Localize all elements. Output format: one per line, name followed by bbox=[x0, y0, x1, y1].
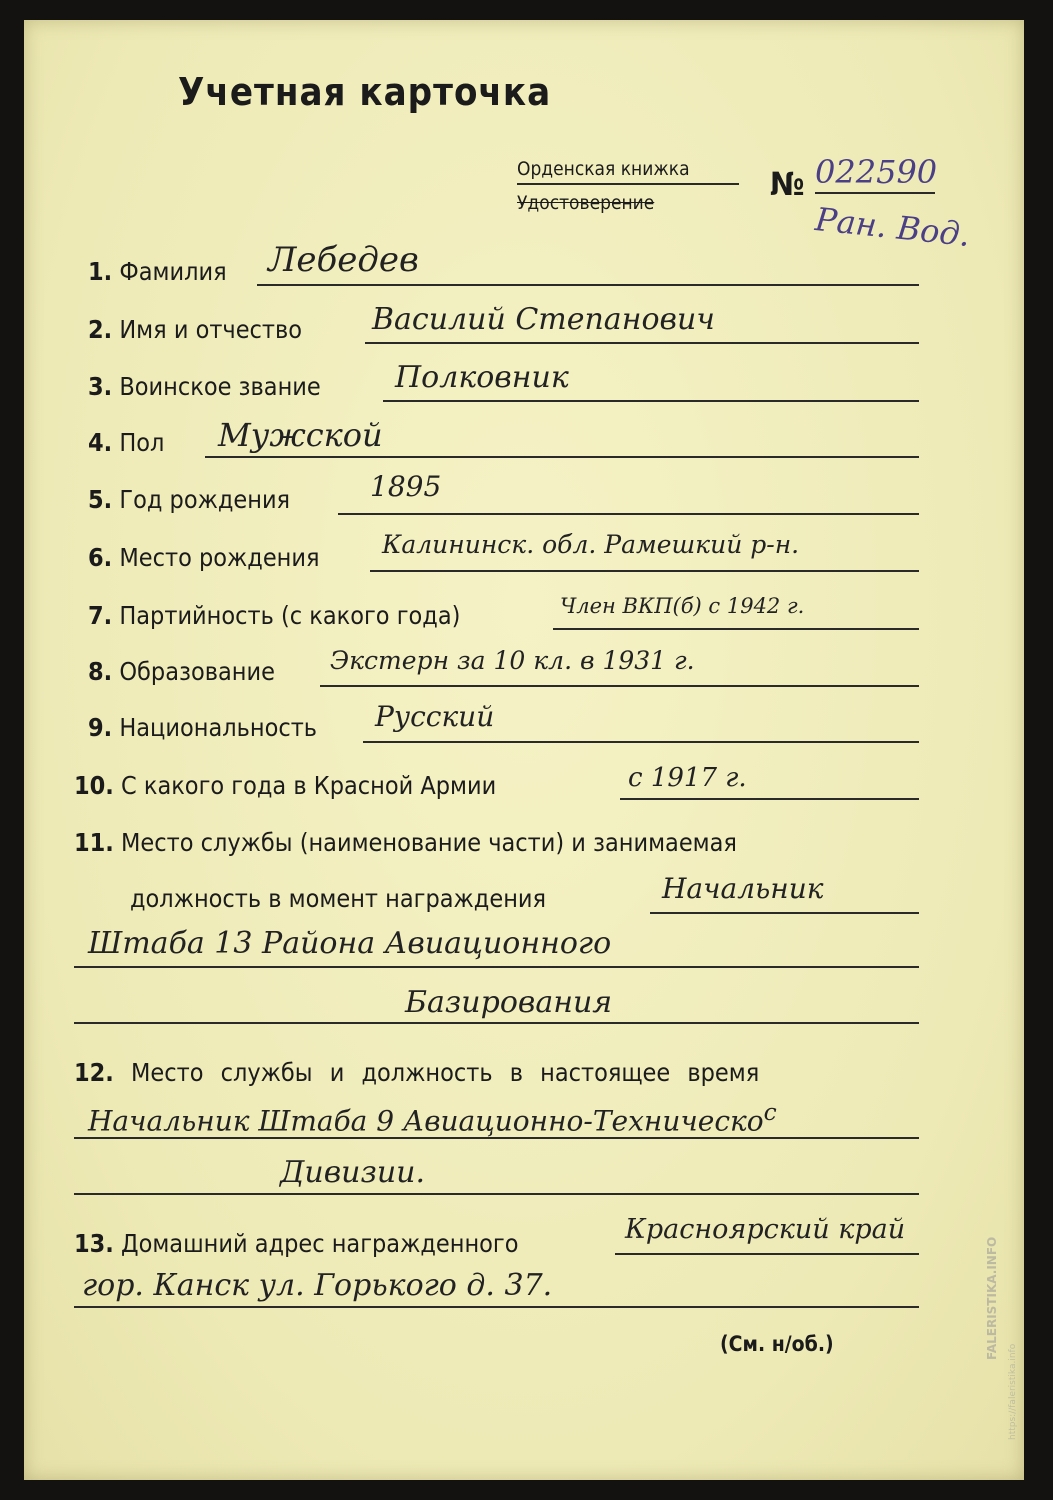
number-label: № bbox=[770, 165, 805, 203]
number-rule bbox=[815, 192, 935, 194]
field-11-rule-2 bbox=[74, 966, 919, 968]
book-type: Орденская книжка bbox=[517, 158, 690, 180]
watermark-side-small: https://faleristika.info bbox=[1008, 1343, 1018, 1440]
field-12-label: 12. Место службы и должность в настоящее время bbox=[74, 1058, 760, 1087]
field-4-value: Мужской bbox=[218, 416, 383, 454]
watermark-side: FALERISTIKA.INFO bbox=[985, 1236, 999, 1360]
field-9-label: 9. Национальность bbox=[88, 713, 318, 742]
field-3-rule bbox=[383, 400, 919, 402]
field-1-rule bbox=[257, 284, 919, 286]
field-11-rule-1 bbox=[650, 912, 919, 914]
field-13-rule-1 bbox=[615, 1253, 919, 1255]
field-8-label: 8. Образование bbox=[88, 657, 275, 686]
field-5-rule bbox=[338, 513, 919, 515]
field-4-label: 4. Пол bbox=[88, 428, 165, 457]
field-11-rule-3 bbox=[74, 1022, 919, 1024]
see-back-note: (См. н/об.) bbox=[720, 1332, 834, 1356]
field-1-value: Лебедев bbox=[268, 240, 419, 280]
field-6-label: 6. Место рождения bbox=[88, 543, 320, 572]
field-4-rule bbox=[205, 456, 919, 458]
field-10-rule bbox=[620, 798, 919, 800]
number-note: Ран. Вод. bbox=[813, 199, 972, 255]
number-value: 022590 bbox=[815, 153, 938, 191]
field-5-value: 1895 bbox=[370, 470, 442, 503]
field-11-value-line1: Начальник bbox=[662, 872, 824, 905]
field-13-rule-2 bbox=[74, 1306, 919, 1308]
book-type-rule bbox=[517, 183, 739, 185]
field-11-value-line3: Базирования bbox=[405, 985, 613, 1020]
field-2-rule bbox=[365, 342, 919, 344]
field-12-rule-1 bbox=[74, 1137, 919, 1139]
field-3-value: Полковник bbox=[395, 360, 569, 395]
field-12-value-line2: Дивизии. bbox=[280, 1155, 426, 1190]
field-12-value-sup: с bbox=[763, 1098, 777, 1126]
field-1-label: 1. Фамилия bbox=[88, 257, 227, 286]
field-5-label: 5. Год рождения bbox=[88, 485, 291, 514]
field-10-value: с 1917 г. bbox=[628, 763, 747, 793]
field-7-label: 7. Партийность (с какого года) bbox=[88, 601, 461, 630]
field-11-label-line1: 11. Место службы (наименование части) и занимаемая bbox=[74, 828, 737, 857]
field-8-rule bbox=[320, 685, 919, 687]
field-11-value-line2: Штаба 13 Района Авиационного bbox=[88, 926, 612, 961]
field-9-rule bbox=[363, 741, 919, 743]
field-7-value: Член ВКП(б) с 1942 г. bbox=[560, 594, 805, 618]
field-6-value: Калининск. обл. Рамешкий р-н. bbox=[382, 530, 800, 559]
field-13-value-line1: Красноярский край bbox=[625, 1214, 906, 1245]
field-11-label-line2: должность в момент награждения bbox=[130, 884, 547, 913]
field-3-label: 3. Воинское звание bbox=[88, 372, 321, 401]
field-7-rule bbox=[553, 628, 919, 630]
field-12-rule-2 bbox=[74, 1193, 919, 1195]
field-2-label: 2. Имя и отчество bbox=[88, 315, 303, 344]
book-type-struck: Удостоверение bbox=[517, 192, 655, 214]
field-13-label: 13. Домашний адрес награжденного bbox=[74, 1229, 519, 1258]
card-title: Учетная карточка bbox=[178, 70, 552, 114]
field-6-rule bbox=[370, 570, 919, 572]
field-10-label: 10. С какого года в Красной Армии bbox=[74, 771, 497, 800]
field-8-value: Экстерн за 10 кл. в 1931 г. bbox=[330, 646, 695, 675]
field-9-value: Русский bbox=[375, 700, 495, 733]
field-2-value: Василий Степанович bbox=[372, 302, 715, 337]
field-12-value-line1: Начальник Штаба 9 Авиационно-Техническо$^с$ bbox=[88, 1098, 777, 1138]
field-13-value-line2: гор. Канск ул. Горького д. 37. bbox=[82, 1268, 553, 1303]
